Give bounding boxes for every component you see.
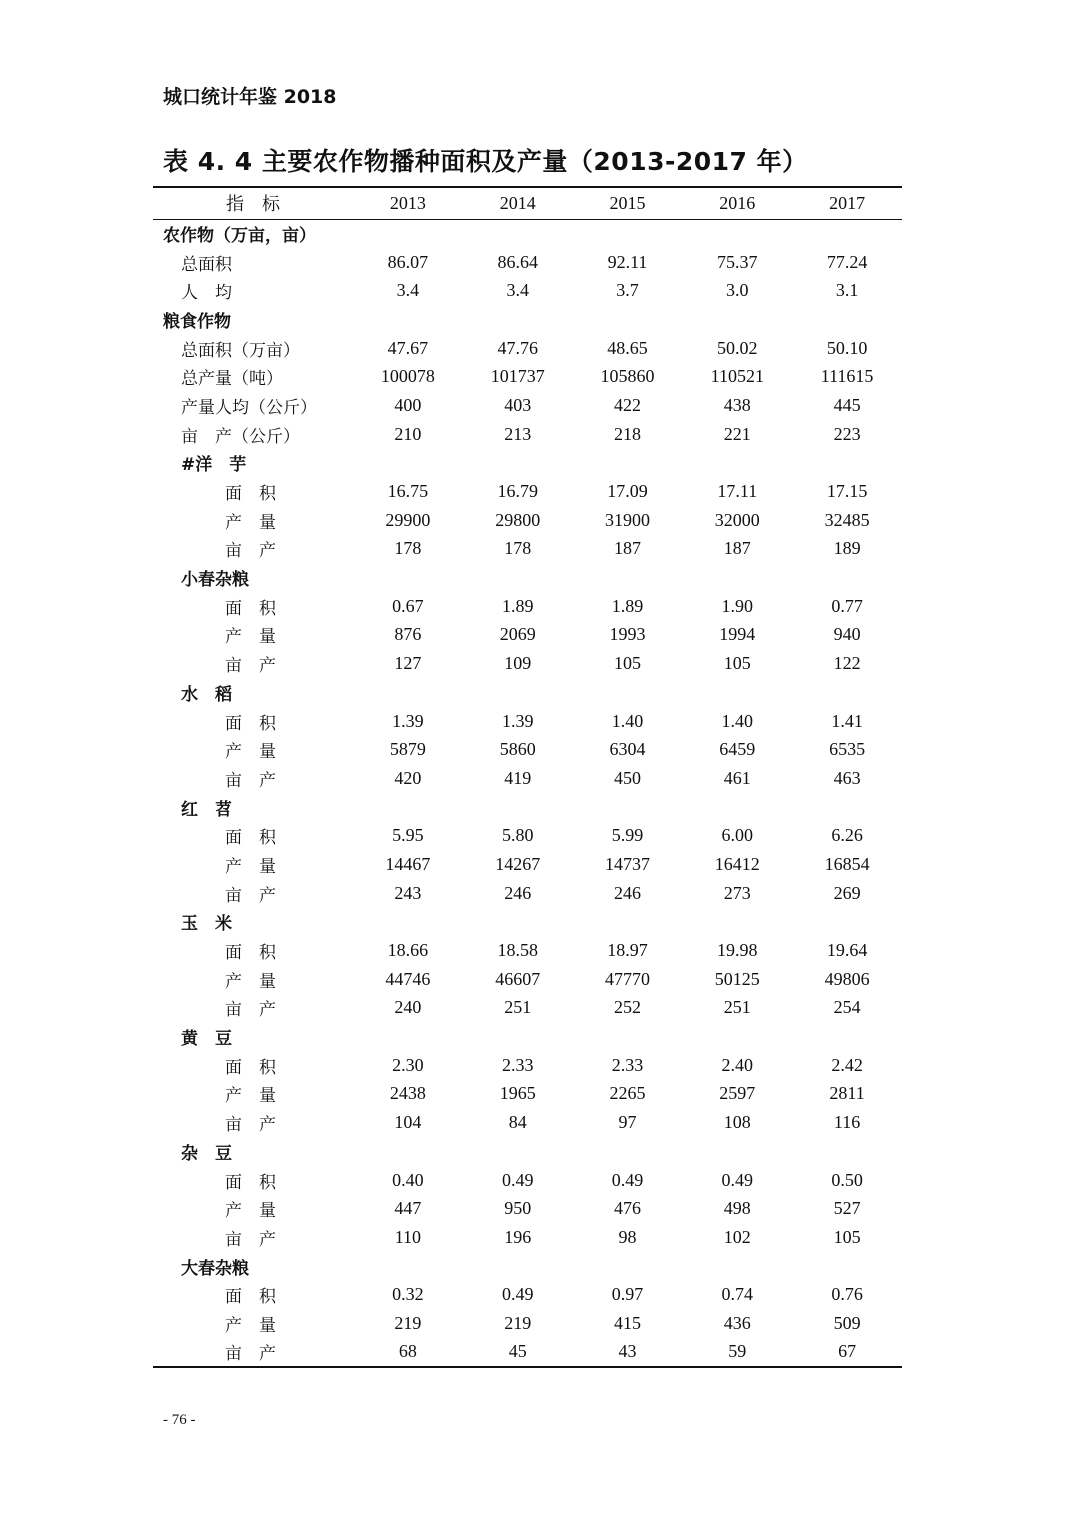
- value-cell: 243: [394, 882, 422, 903]
- row-label: 玉 米: [181, 914, 232, 935]
- header-year: 2013: [389, 192, 426, 213]
- row-label: 亩 产: [225, 770, 276, 791]
- value-cell: 1.39: [501, 710, 534, 731]
- value-cell: 5.99: [611, 825, 644, 846]
- value-cell: 187: [723, 538, 751, 559]
- value-cell: 111615: [820, 366, 874, 387]
- value-cell: 415: [613, 1312, 641, 1333]
- value-cell: 5860: [499, 739, 536, 760]
- value-cell: 19.64: [826, 940, 868, 961]
- value-cell: 14737: [604, 853, 650, 874]
- value-cell: 0.50: [831, 1169, 863, 1190]
- value-cell: 254: [833, 997, 861, 1018]
- row-label: 产 量: [225, 1086, 276, 1107]
- value-cell: 1.40: [721, 710, 754, 731]
- table-row: [153, 276, 902, 305]
- row-label: 人 均: [181, 283, 232, 304]
- value-cell: [353, 1137, 463, 1166]
- table-row: [153, 391, 902, 420]
- row-label: 总面积（万亩）: [181, 340, 300, 361]
- table-row: [153, 248, 902, 277]
- value-cell: 178: [394, 538, 422, 559]
- value-cell: 45: [508, 1341, 527, 1362]
- value-cell: 3.1: [835, 280, 859, 301]
- value-cell: 0.77: [831, 595, 863, 616]
- value-cell: 17.15: [826, 481, 868, 502]
- table-row: [153, 1108, 902, 1137]
- value-cell: 98: [618, 1226, 637, 1247]
- value-cell: 1965: [499, 1083, 536, 1104]
- row-label: 亩 产: [225, 1229, 276, 1250]
- table-row: [153, 1338, 902, 1367]
- value-cell: 527: [833, 1198, 861, 1219]
- table-row: [153, 477, 902, 506]
- value-cell: [573, 908, 683, 937]
- value-cell: 476: [613, 1198, 641, 1219]
- value-cell: 17.11: [717, 481, 758, 502]
- table-row: [153, 1051, 902, 1080]
- value-cell: [353, 1022, 463, 1051]
- value-cell: [682, 305, 792, 334]
- value-cell: [463, 563, 573, 592]
- value-cell: 219: [504, 1312, 532, 1333]
- value-cell: 18.58: [497, 940, 538, 961]
- row-label: 面 积: [225, 1057, 276, 1078]
- row-label: 产 量: [225, 742, 276, 763]
- value-cell: 6535: [829, 739, 866, 760]
- row-label: 总面积: [181, 254, 232, 275]
- table-row: [153, 1194, 902, 1223]
- value-cell: 2811: [829, 1083, 865, 1104]
- table-row: [153, 362, 902, 391]
- value-cell: 102: [723, 1226, 751, 1247]
- value-cell: 187: [613, 538, 641, 559]
- value-cell: [463, 219, 573, 248]
- value-cell: 48.65: [607, 337, 648, 358]
- value-cell: 218: [613, 423, 641, 444]
- value-cell: 196: [504, 1226, 532, 1247]
- value-cell: [463, 1252, 573, 1281]
- value-cell: 5879: [389, 739, 426, 760]
- row-label: 面 积: [225, 1287, 276, 1308]
- value-cell: 189: [833, 538, 861, 559]
- value-cell: 86.07: [387, 251, 429, 272]
- table-row: [153, 1252, 902, 1281]
- value-cell: 110521: [710, 366, 764, 387]
- value-cell: 252: [613, 997, 641, 1018]
- row-label: 产 量: [225, 1201, 276, 1222]
- value-cell: 6.26: [831, 825, 863, 846]
- running-head: 城口统计年鉴 2018: [163, 86, 337, 108]
- value-cell: [573, 1022, 683, 1051]
- value-cell: 86.64: [497, 251, 538, 272]
- value-cell: 127: [394, 653, 422, 674]
- value-cell: 29800: [495, 509, 541, 530]
- value-cell: [682, 1252, 792, 1281]
- table-row: [153, 305, 902, 334]
- statistics-table-container: [153, 186, 902, 1368]
- row-label: 小春杂粮: [181, 570, 249, 591]
- value-cell: 2597: [719, 1083, 756, 1104]
- value-cell: 43: [618, 1341, 637, 1362]
- value-cell: 77.24: [826, 251, 868, 272]
- value-cell: [353, 678, 463, 707]
- row-label: 杂 豆: [181, 1143, 232, 1164]
- value-cell: 400: [394, 394, 422, 415]
- table-body: [153, 219, 902, 1367]
- value-cell: 420: [394, 767, 422, 788]
- table-row: [153, 649, 902, 678]
- table-row: [153, 994, 902, 1023]
- row-label: 产 量: [225, 856, 276, 877]
- value-cell: 59: [728, 1341, 747, 1362]
- value-cell: 251: [723, 997, 751, 1018]
- table-row: [153, 850, 902, 879]
- row-label: 产 量: [225, 512, 276, 533]
- table-row: [153, 1080, 902, 1109]
- value-cell: [682, 1137, 792, 1166]
- value-cell: [792, 1252, 902, 1281]
- value-cell: 101737: [490, 366, 545, 387]
- value-cell: 122: [833, 653, 861, 674]
- value-cell: 876: [394, 624, 422, 645]
- header-row: [153, 187, 902, 219]
- table-row: [153, 936, 902, 965]
- value-cell: [353, 305, 463, 334]
- value-cell: [463, 908, 573, 937]
- value-cell: 0.97: [611, 1284, 644, 1305]
- value-cell: [792, 1022, 902, 1051]
- table-row: [153, 1309, 902, 1338]
- page-number: - 76 -: [163, 1412, 196, 1428]
- value-cell: 438: [723, 394, 751, 415]
- value-cell: 5.95: [392, 825, 424, 846]
- value-cell: [463, 793, 573, 822]
- row-label: 黄 豆: [181, 1029, 232, 1050]
- value-cell: [463, 1022, 573, 1051]
- value-cell: 50.10: [826, 337, 868, 358]
- value-cell: 92.11: [607, 251, 648, 272]
- value-cell: 16.75: [387, 481, 429, 502]
- value-cell: 461: [723, 767, 751, 788]
- value-cell: 509: [833, 1312, 861, 1333]
- value-cell: [792, 908, 902, 937]
- row-label: 面 积: [225, 943, 276, 964]
- value-cell: 84: [508, 1112, 527, 1133]
- value-cell: 2.42: [831, 1054, 863, 1075]
- value-cell: [682, 908, 792, 937]
- row-label: #洋 芋: [181, 455, 247, 476]
- value-cell: [463, 678, 573, 707]
- value-cell: 75.37: [717, 251, 758, 272]
- row-label: 产量人均（公斤）: [181, 397, 317, 418]
- value-cell: 950: [504, 1198, 532, 1219]
- value-cell: [353, 563, 463, 592]
- value-cell: [682, 678, 792, 707]
- table-row: [153, 621, 902, 650]
- value-cell: 0.74: [721, 1284, 754, 1305]
- value-cell: [573, 678, 683, 707]
- value-cell: 100078: [380, 366, 435, 387]
- value-cell: 0.49: [721, 1169, 754, 1190]
- row-label: 大春杂粮: [181, 1258, 249, 1279]
- value-cell: 14267: [495, 853, 541, 874]
- value-cell: [573, 793, 683, 822]
- value-cell: 450: [613, 767, 641, 788]
- value-cell: 2.40: [721, 1054, 754, 1075]
- value-cell: [792, 219, 902, 248]
- value-cell: 105: [723, 653, 751, 674]
- row-label: 亩 产: [225, 1000, 276, 1021]
- value-cell: 32000: [714, 509, 760, 530]
- value-cell: 1.40: [611, 710, 644, 731]
- value-cell: [353, 793, 463, 822]
- value-cell: 419: [504, 767, 532, 788]
- value-cell: 14467: [385, 853, 431, 874]
- value-cell: 221: [723, 423, 751, 444]
- row-label: 产 量: [225, 627, 276, 648]
- table-row: [153, 1280, 902, 1309]
- row-label: 水 稻: [181, 684, 232, 705]
- table-row: [153, 219, 902, 248]
- value-cell: [573, 219, 683, 248]
- value-cell: 223: [833, 423, 861, 444]
- value-cell: 0.40: [392, 1169, 424, 1190]
- value-cell: [682, 449, 792, 478]
- value-cell: 445: [833, 394, 861, 415]
- value-cell: [573, 1252, 683, 1281]
- value-cell: 29900: [385, 509, 431, 530]
- value-cell: 68: [398, 1341, 417, 1362]
- value-cell: 219: [394, 1312, 422, 1333]
- value-cell: 1.89: [501, 595, 534, 616]
- value-cell: 1.89: [611, 595, 644, 616]
- value-cell: 178: [504, 538, 532, 559]
- crop-statistics-table: [153, 186, 902, 1368]
- value-cell: 210: [394, 423, 422, 444]
- table-row: [153, 592, 902, 621]
- value-cell: 0.32: [392, 1284, 424, 1305]
- value-cell: 67: [838, 1341, 857, 1362]
- header-year: 2016: [719, 192, 756, 213]
- value-cell: 246: [504, 882, 532, 903]
- value-cell: [463, 449, 573, 478]
- value-cell: 6459: [719, 739, 756, 760]
- value-cell: 46607: [495, 968, 541, 989]
- value-cell: 1994: [719, 624, 756, 645]
- table-row: [153, 334, 902, 363]
- table-row: [153, 821, 902, 850]
- table-row: [153, 678, 902, 707]
- value-cell: 18.66: [387, 940, 429, 961]
- value-cell: 2265: [609, 1083, 646, 1104]
- row-label: 产 量: [225, 971, 276, 992]
- table-row: [153, 563, 902, 592]
- value-cell: 104: [394, 1112, 422, 1133]
- row-label: 亩 产: [225, 885, 276, 906]
- row-label: 面 积: [225, 713, 276, 734]
- row-label: 亩 产: [225, 1115, 276, 1136]
- value-cell: 447: [394, 1198, 422, 1219]
- value-cell: 105: [833, 1226, 861, 1247]
- value-cell: 3.0: [726, 280, 749, 301]
- value-cell: [792, 449, 902, 478]
- value-cell: 108: [723, 1112, 751, 1133]
- value-cell: [353, 908, 463, 937]
- value-cell: 3.4: [506, 280, 529, 301]
- value-cell: 97: [618, 1112, 637, 1133]
- table-row: [153, 1223, 902, 1252]
- value-cell: [792, 563, 902, 592]
- value-cell: 44746: [385, 968, 431, 989]
- value-cell: 1.90: [721, 595, 754, 616]
- value-cell: 49806: [824, 968, 870, 989]
- value-cell: 110: [394, 1226, 422, 1247]
- value-cell: 31900: [604, 509, 650, 530]
- value-cell: 32485: [824, 509, 870, 530]
- value-cell: 47.67: [387, 337, 429, 358]
- table-row: [153, 764, 902, 793]
- header-year: 2017: [829, 192, 866, 213]
- value-cell: 940: [833, 624, 861, 645]
- row-label: 农作物（万亩，亩）: [163, 226, 316, 247]
- row-label: 面 积: [225, 1172, 276, 1193]
- value-cell: 3.7: [616, 280, 639, 301]
- value-cell: [353, 1252, 463, 1281]
- value-cell: 436: [723, 1312, 751, 1333]
- value-cell: 273: [723, 882, 751, 903]
- value-cell: 16412: [714, 853, 760, 874]
- table-row: [153, 908, 902, 937]
- value-cell: 0.67: [392, 595, 424, 616]
- value-cell: 0.76: [831, 1284, 863, 1305]
- value-cell: 2438: [389, 1083, 426, 1104]
- value-cell: 6.00: [721, 825, 754, 846]
- value-cell: [573, 563, 683, 592]
- value-cell: [353, 449, 463, 478]
- table-row: [153, 879, 902, 908]
- table-row: [153, 420, 902, 449]
- row-label: 亩 产: [225, 541, 276, 562]
- value-cell: 246: [613, 882, 641, 903]
- value-cell: 269: [833, 882, 861, 903]
- value-cell: 105: [613, 653, 641, 674]
- value-cell: 116: [833, 1112, 861, 1133]
- value-cell: 251: [504, 997, 532, 1018]
- value-cell: 105860: [600, 366, 655, 387]
- row-label: 粮食作物: [163, 311, 231, 332]
- value-cell: 50.02: [717, 337, 758, 358]
- value-cell: 47770: [604, 968, 650, 989]
- value-cell: [573, 305, 683, 334]
- value-cell: 2.30: [392, 1054, 424, 1075]
- row-label: 产 量: [225, 1315, 276, 1336]
- value-cell: [463, 305, 573, 334]
- value-cell: 2069: [499, 624, 536, 645]
- row-label: 面 积: [225, 828, 276, 849]
- table-row: [153, 1166, 902, 1195]
- row-label: 总产量（吨）: [181, 369, 283, 390]
- value-cell: [573, 449, 683, 478]
- table-row: [153, 793, 902, 822]
- value-cell: 6304: [609, 739, 646, 760]
- value-cell: 16854: [824, 853, 870, 874]
- value-cell: 0.49: [501, 1284, 534, 1305]
- value-cell: [682, 563, 792, 592]
- value-cell: [463, 1137, 573, 1166]
- table-row: [153, 535, 902, 564]
- value-cell: 1.41: [831, 710, 863, 731]
- table-row: [153, 1022, 902, 1051]
- value-cell: 19.98: [717, 940, 758, 961]
- row-label: 亩 产: [225, 1344, 276, 1365]
- row-label: 红 苕: [181, 799, 232, 820]
- value-cell: [682, 219, 792, 248]
- value-cell: 422: [613, 394, 641, 415]
- value-cell: [792, 305, 902, 334]
- table-row: [153, 965, 902, 994]
- value-cell: 18.97: [607, 940, 648, 961]
- value-cell: 498: [723, 1198, 751, 1219]
- value-cell: 3.4: [396, 280, 420, 301]
- row-label: 面 积: [225, 598, 276, 619]
- value-cell: 1993: [609, 624, 646, 645]
- row-label: 亩 产（公斤）: [181, 426, 300, 447]
- table-row: [153, 707, 902, 736]
- value-cell: [792, 793, 902, 822]
- value-cell: 109: [504, 653, 532, 674]
- value-cell: 213: [504, 423, 532, 444]
- header-year: 2015: [609, 192, 646, 213]
- value-cell: 2.33: [501, 1054, 534, 1075]
- table-title: 表 4. 4 主要农作物播种面积及产量（2013-2017 年）: [163, 147, 808, 176]
- value-cell: 0.49: [611, 1169, 644, 1190]
- value-cell: [353, 219, 463, 248]
- value-cell: [792, 1137, 902, 1166]
- value-cell: 463: [833, 767, 861, 788]
- table-row: [153, 449, 902, 478]
- value-cell: 16.79: [497, 481, 538, 502]
- value-cell: 0.49: [501, 1169, 534, 1190]
- value-cell: 403: [504, 394, 532, 415]
- value-cell: 2.33: [611, 1054, 644, 1075]
- value-cell: [682, 1022, 792, 1051]
- value-cell: [573, 1137, 683, 1166]
- table-header: [153, 187, 902, 219]
- table-row: [153, 735, 902, 764]
- value-cell: [682, 793, 792, 822]
- table-row: [153, 506, 902, 535]
- row-label: 面 积: [225, 484, 276, 505]
- value-cell: 5.80: [501, 825, 534, 846]
- row-label: 亩 产: [225, 656, 276, 677]
- value-cell: 17.09: [607, 481, 648, 502]
- header-year: 2014: [499, 192, 536, 213]
- value-cell: 1.39: [392, 710, 424, 731]
- table-row: [153, 1137, 902, 1166]
- value-cell: 240: [394, 997, 422, 1018]
- header-indicator: 指 标: [226, 194, 280, 215]
- value-cell: 50125: [714, 968, 760, 989]
- value-cell: 47.76: [497, 337, 538, 358]
- value-cell: [792, 678, 902, 707]
